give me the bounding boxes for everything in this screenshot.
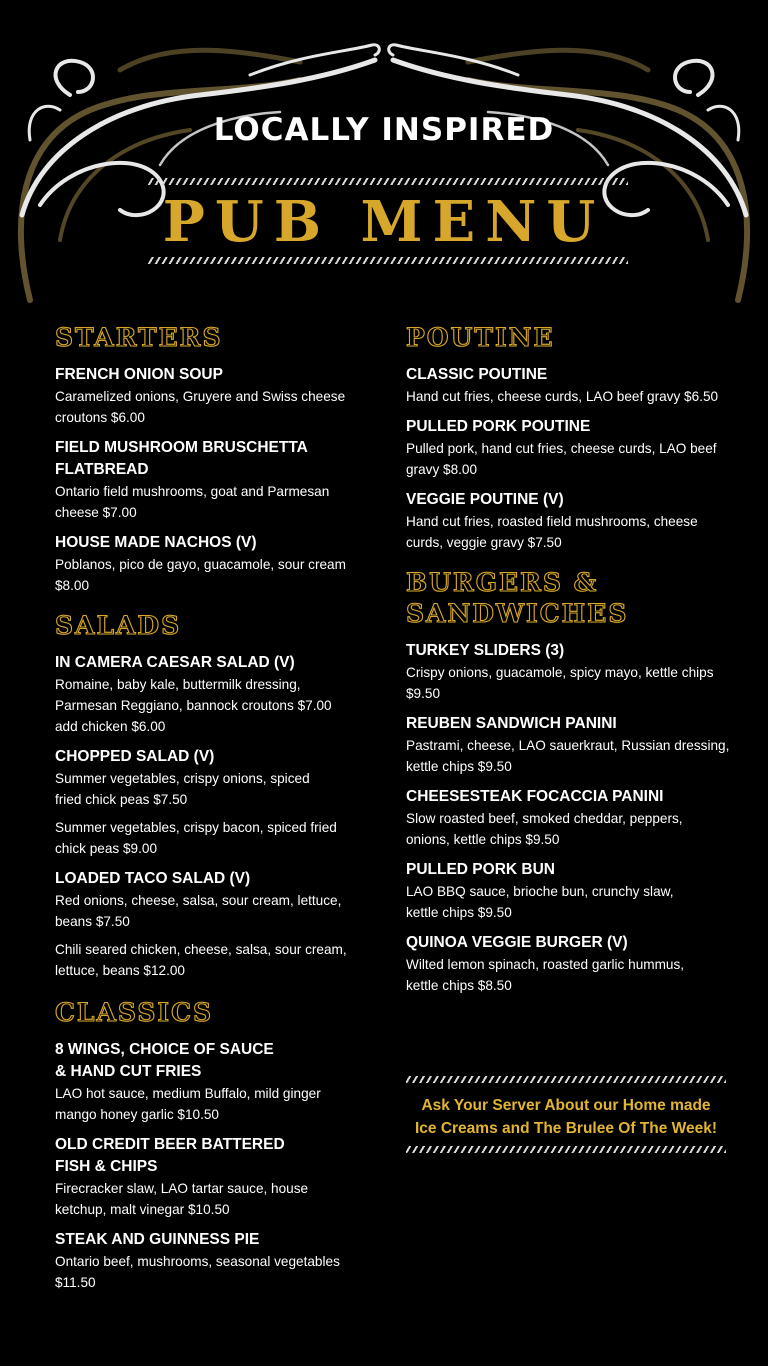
right-column [406,322,736,1005]
section-title: POUTINE [406,323,555,352]
section-title: SALADS [55,611,182,640]
item-description: Pulled pork, hand cut fries, cheese curds, LAO beef gravy $8.00 [406,441,717,477]
item-description: Hand cut fries, cheese curds, LAO beef gravy $6.50 [406,389,719,404]
item-description: Romaine, baby kale, buttermilk dressing, Parmesan Reggiano, bannock croutons $7.00 add chicken $6.00 [55,677,332,734]
item-description: Slow roasted beef, smoked cheddar, peppers, onions, kettle chips $9.50 [406,811,683,847]
hatch-divider-promo-bottom [406,1146,726,1153]
section-poutine [406,322,736,553]
section-salads [55,610,375,981]
menu-item [406,859,736,923]
item-name: FIELD MUSHROOM BRUSCHETTA FLATBREAD [55,439,308,478]
item-name: QUINOA VEGGIE BURGER (V) [406,934,628,951]
item-name: TURKEY SLIDERS (3) [406,642,565,659]
item-description: Firecracker slaw, LAO tartar sauce, house ketchup, malt vinegar $10.50 [55,1181,309,1217]
menu-item [406,932,736,996]
section-starters [55,322,375,596]
item-description: Ontario field mushrooms, goat and Parmesan cheese $7.00 [55,484,330,520]
item-description: Caramelized onions, Gruyere and Swiss cheese croutons $6.00 [55,389,346,425]
item-name: IN CAMERA CAESAR SALAD (V) [55,654,295,671]
item-description: Hand cut fries, roasted field mushrooms, cheese curds, veggie gravy $7.50 [406,514,698,550]
item-name: PULLED PORK BUN [406,861,555,878]
item-name: CHEESESTEAK FOCACCIA PANINI [406,788,664,805]
menu-item [55,746,375,859]
menu-item [406,786,736,850]
menu-item [55,437,375,523]
item-name: CLASSIC POUTINE [406,366,548,383]
item-description: Summer vegetables, crispy onions, spiced fried chick peas $7.50 [55,771,310,807]
item-description: Wilted lemon spinach, roasted garlic hummus, kettle chips $8.50 [406,957,685,993]
item-name: LOADED TACO SALAD (V) [55,870,251,887]
item-name: STEAK AND GUINNESS PIE [55,1231,260,1248]
menu-title: PUB MENU [162,189,606,255]
promo-line-1: Ask Your Server About our Home made [421,1097,711,1114]
section-title: BURGERS & SANDWICHES [406,568,629,628]
item-name: OLD CREDIT BEER BATTERED FISH & CHIPS [55,1136,285,1175]
menu-item [406,364,736,407]
item-name: FRENCH ONION SOUP [55,366,223,383]
menu-item [406,489,736,553]
item-description: LAO hot sauce, medium Buffalo, mild ginger mango honey garlic $10.50 [55,1086,321,1122]
item-description: Pastrami, cheese, LAO sauerkraut, Russian dressing, kettle chips $9.50 [406,738,730,774]
item-description: Poblanos, pico de gayo, guacamole, sour cream $8.00 [55,557,346,593]
menu-item [406,640,736,704]
menu-kicker: LOCALLY INSPIRED [213,112,555,148]
hatch-divider-top [148,178,628,185]
item-description: LAO BBQ sauce, brioche bun, crunchy slaw, kettle chips $9.50 [406,884,674,920]
menu-item [406,713,736,777]
item-description: Ontario beef, mushrooms, seasonal vegetables $11.50 [55,1254,340,1290]
menu-item [55,1039,375,1125]
item-name: HOUSE MADE NACHOS (V) [55,534,257,551]
menu-item [55,364,375,428]
promo-text [406,1094,726,1140]
menu-item [55,652,375,737]
left-column [55,322,375,1302]
item-name: REUBEN SANDWICH PANINI [406,715,617,732]
item-name: CHOPPED SALAD (V) [55,748,215,765]
menu-item [55,868,375,981]
menu-item [55,532,375,596]
item-name: 8 WINGS, CHOICE OF SAUCE & HAND CUT FRIES [55,1041,274,1080]
section-title: STARTERS [55,323,223,352]
promo-line-2: Ice Creams and The Brulee Of The Week! [414,1120,718,1137]
item-variant-description: Chili seared chicken, cheese, salsa, sour cream, lettuce, beans $12.00 [55,942,347,978]
menu-header [0,0,768,310]
menu-item [406,416,736,480]
item-variant-description: Summer vegetables, crispy bacon, spiced fried chick peas $9.00 [55,820,337,856]
section-burgers-sandwiches [406,567,736,996]
hatch-divider-promo-top [406,1076,726,1083]
section-classics [55,997,375,1293]
section-title: CLASSICS [55,998,214,1027]
item-name: PULLED PORK POUTINE [406,418,591,435]
item-name: VEGGIE POUTINE (V) [406,491,564,508]
item-description: Red onions, cheese, salsa, sour cream, lettuce, beans $7.50 [55,893,342,929]
menu-item [55,1229,375,1293]
item-description: Crispy onions, guacamole, spicy mayo, kettle chips $9.50 [406,665,714,701]
hatch-divider-bottom [148,257,628,264]
menu-item [55,1134,375,1220]
promo-banner [406,1076,726,1154]
